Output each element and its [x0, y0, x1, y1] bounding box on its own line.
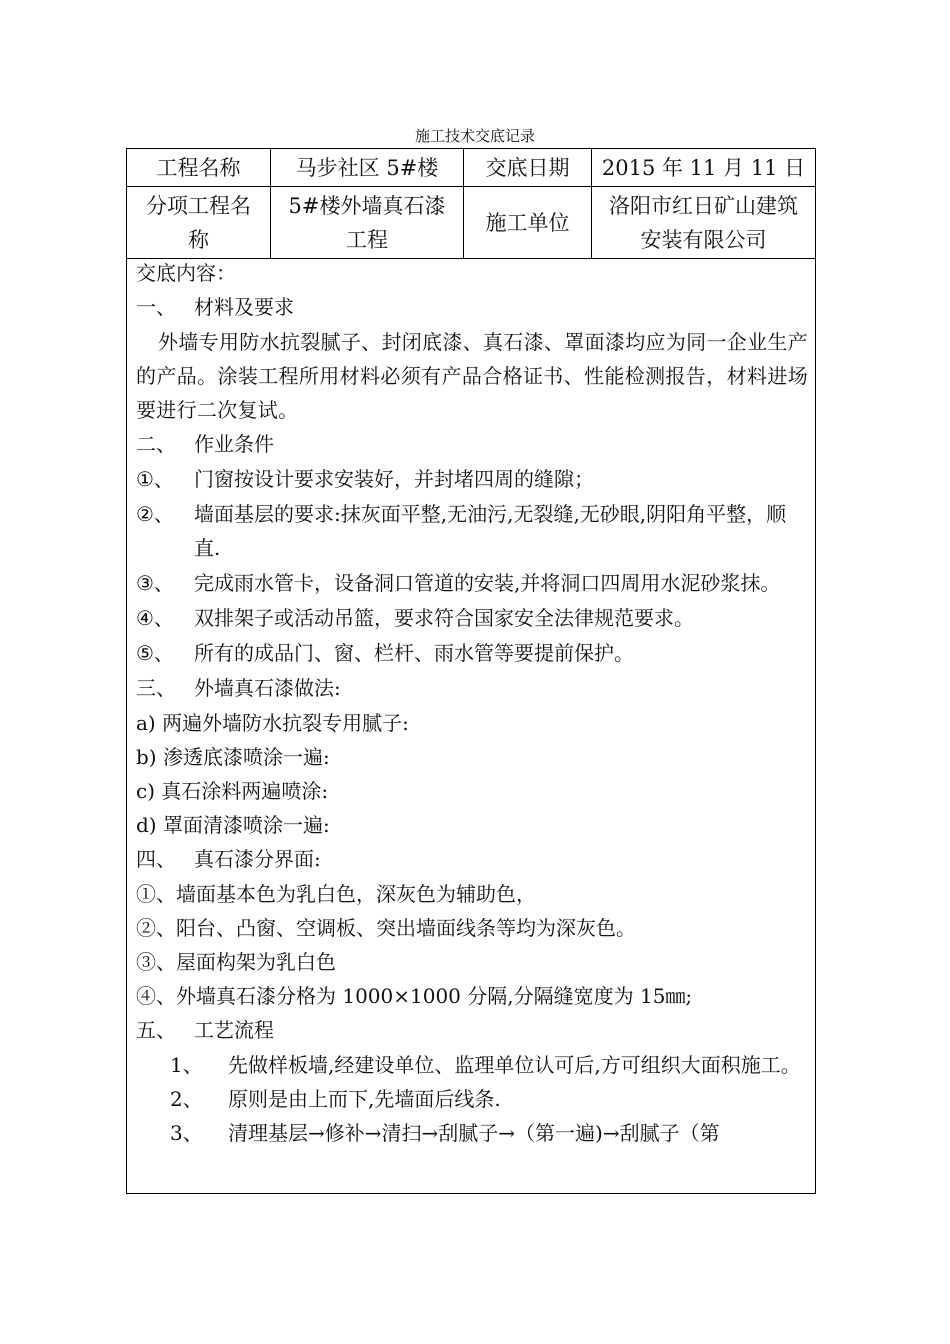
- list-item: ①、墙面基本色为乳白色，深灰色为辅助色，: [136, 882, 536, 906]
- item-mark: ①、: [136, 467, 174, 491]
- item-mark: ③、: [136, 571, 174, 595]
- section-title: 真石漆分界面:: [194, 847, 321, 871]
- item-spacer: [204, 1048, 228, 1082]
- document-title: 施工技术交底记录: [414, 127, 535, 145]
- content-intro: 交底内容：: [136, 261, 236, 285]
- date-value: 2015 年 11 月 11 日: [601, 155, 806, 180]
- list-item: [136, 566, 808, 600]
- list-item: [136, 636, 808, 670]
- section-4-heading: [136, 842, 808, 876]
- list-item: [136, 1048, 808, 1082]
- sub-project-value-line1: 5#楼外墙真石漆: [288, 193, 446, 218]
- disclosure-content: [136, 256, 808, 1150]
- item-text: 双排架子或活动吊篮，要求符合国家安全法律规范要求。: [194, 606, 694, 630]
- section-title: 外墙真石漆做法:: [194, 676, 341, 700]
- section-title: 材料及要求: [194, 295, 294, 319]
- list-item: c) 真石涂料两遍喷涂:: [136, 779, 329, 803]
- list-item: [136, 1116, 808, 1150]
- list-item: b) 渗透底漆喷涂一遍:: [136, 745, 330, 769]
- date-label: 交底日期: [485, 155, 570, 180]
- list-item: [136, 497, 808, 565]
- list-item: ②、阳台、凸窗、空调板、突出墙面线条等均为深灰色。: [136, 916, 636, 940]
- list-item: d) 罩面清漆喷涂一遍:: [136, 813, 330, 837]
- item-mark: ⑤、: [136, 641, 174, 665]
- section-number: 三、: [136, 676, 176, 700]
- unit-value-line1: 洛阳市红日矿山建筑: [609, 193, 798, 218]
- item-mark: 1、: [170, 1053, 203, 1077]
- page-cut-line: [126, 1193, 816, 1194]
- item-text: 完成雨水管卡，设备洞口管道的安装,并将洞口四周用水泥砂浆抹。: [194, 571, 781, 595]
- sub-project-label-line1: 分项工程名: [146, 193, 251, 218]
- list-item: ③、屋面构架为乳白色: [136, 950, 336, 974]
- project-name-label: 工程名称: [156, 155, 241, 180]
- section-3-heading: [136, 671, 808, 705]
- unit-value-line2: 安装有限公司: [640, 227, 767, 252]
- item-text: 所有的成品门、窗、栏杆、雨水管等要提前保护。: [194, 641, 634, 665]
- item-spacer: [204, 1082, 228, 1116]
- project-name-value: 马步社区 5#楼: [295, 155, 439, 180]
- sub-project-value: [271, 187, 463, 258]
- list-item: [136, 1082, 808, 1116]
- section-number: 四、: [136, 847, 176, 871]
- list-item: [136, 601, 808, 635]
- item-mark: ④、: [136, 606, 174, 630]
- section-number: 五、: [136, 1018, 176, 1042]
- item-spacer: [204, 1116, 228, 1150]
- list-item: a) 两遍外墙防水抗裂专用腻子:: [136, 711, 409, 735]
- item-mark: 2、: [170, 1087, 203, 1111]
- section-1-text: 外墙专用防水抗裂腻子、封闭底漆、真石漆、罩面漆均应为同一企业生产的产品。涂装工程所用材料必须有产品合格证书、性能检测报告，材料进场要进行二次复试。: [136, 330, 808, 422]
- sub-project-label: [127, 187, 270, 258]
- item-text: 先做样板墙,经建设单位、监理单位认可后,方可组织大面积施工。: [228, 1053, 801, 1077]
- item-mark: 3、: [170, 1121, 203, 1145]
- section-1-heading: [136, 290, 808, 324]
- sub-project-label-line2: 称: [188, 227, 209, 252]
- sub-project-value-line2: 工程: [346, 227, 388, 252]
- item-text: 清理基层→修补→清扫→刮腻子→（第一遍)→刮腻子（第: [228, 1121, 720, 1145]
- unit-label: 施工单位: [485, 210, 570, 235]
- section-title: 作业条件: [194, 432, 274, 456]
- section-title: 工艺流程: [194, 1018, 274, 1042]
- item-text: 门窗按设计要求安装好，并封堵四周的缝隙；: [194, 467, 594, 491]
- section-5-heading: [136, 1013, 808, 1047]
- section-number: 二、: [136, 432, 176, 456]
- list-item: ④、外墙真石漆分格为 1000×1000 分隔,分隔缝宽度为 15㎜;: [136, 984, 693, 1008]
- section-number: 一、: [136, 295, 176, 319]
- item-mark: ②、: [136, 502, 174, 526]
- unit-value: [592, 187, 815, 258]
- item-text: 墙面基层的要求:抹灰面平整,无油污,无裂缝,无砂眼,阴阳角平整，顺直.: [194, 502, 787, 560]
- item-text: 原则是由上而下,先墙面后线条.: [228, 1087, 501, 1111]
- section-2-heading: [136, 427, 808, 461]
- list-item: [136, 462, 808, 496]
